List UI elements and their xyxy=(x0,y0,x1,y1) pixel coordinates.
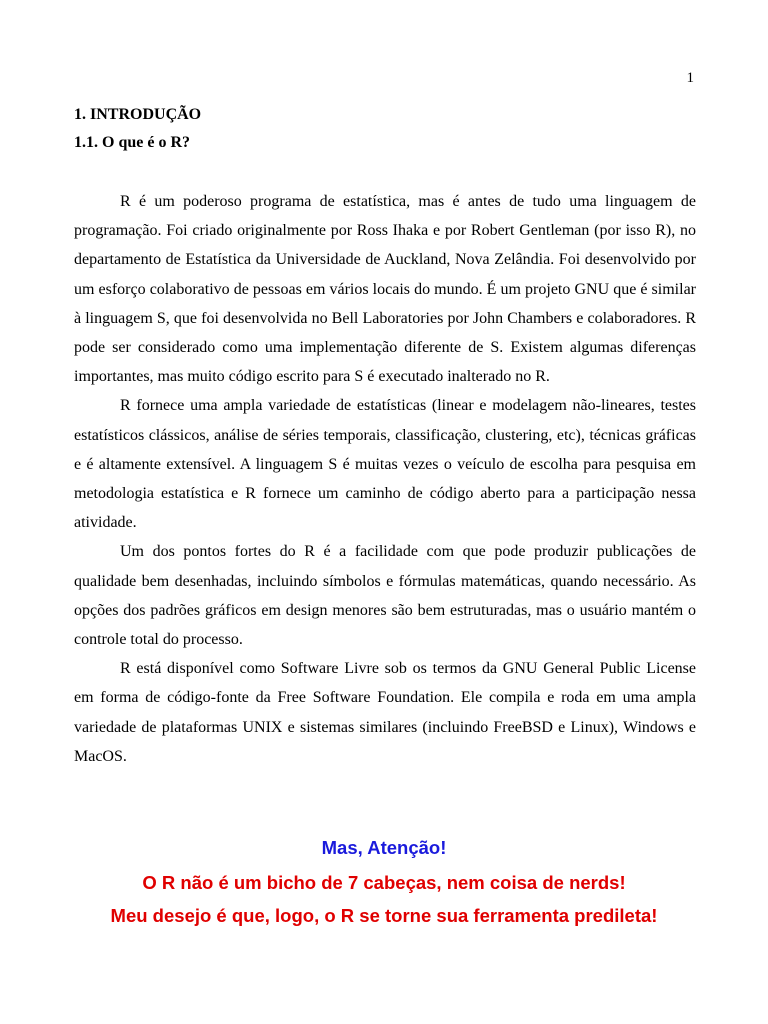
callout-favorite-tool: Meu desejo é que, logo, o R se torne sua ferramenta predileta! xyxy=(110,905,658,926)
section-heading: 1. INTRODUÇÃO xyxy=(74,106,202,123)
attention-callout: Mas, Atenção! xyxy=(321,837,447,858)
subsection-title: O que é o R? xyxy=(102,134,190,151)
paragraph-r-license: R está disponível como Software Livre sob os termos da GNU General Public License em forma de código-fonte da Free Software Foundation. Ele compila e roda em uma ampla variedade de plataformas UNIX e sistemas similares (incluindo FreeBSD e Linux), Windows e MacOS. xyxy=(74,660,696,765)
paragraph-r-features: R fornece uma ampla variedade de estatísticas (linear e modelagem não-lineares, testes estatísticos clássicos, análise de séries temporais, classificação, clustering, etc), técnicas gráficas e é altamente extensível. A linguagem S é muitas vezes o veículo de escolha para pesquisa em metodologia estatística e R fornece um caminho de código aberto para a participação nessa atividade. xyxy=(74,397,696,532)
heading-spacer xyxy=(74,157,696,187)
subsection-heading xyxy=(74,129,696,157)
paragraph-what-is-r: R é um poderoso programa de estatística, mas é antes de tudo uma linguagem de programação. Foi criado originalmente por Ross Ihaka e por Robert Gentleman (por isso R), no departamento de Estatística da Universidade de Auckland, Nova Zelândia. Foi desenvolvido por um esforço colaborativo de pessoas em vários locais do mundo. É um projeto GNU que é similar à linguagem S, que foi desenvolvida no Bell Laboratories por John Chambers e colaboradores. R pode ser considerado como uma implementação diferente de S. Existem algumas diferenças importantes, mas muito código escrito para S é executado inalterado no R. xyxy=(74,193,696,386)
page-number: 1 xyxy=(686,70,694,86)
subsection-number: 1.1. xyxy=(74,134,98,151)
document-body xyxy=(74,101,696,771)
callout-not-seven-headed: O R não é um bicho de 7 cabeças, nem coisa de nerds! xyxy=(142,872,626,893)
paragraph-r-graphics: Um dos pontos fortes do R é a facilidade com que pode produzir publicações de qualidade bem desenhadas, incluindo símbolos e fórmulas matemáticas, quando necessário. As opções dos padrões gráficos em design menores são bem estruturadas, mas o usuário mantém o controle total do processo. xyxy=(74,543,696,649)
